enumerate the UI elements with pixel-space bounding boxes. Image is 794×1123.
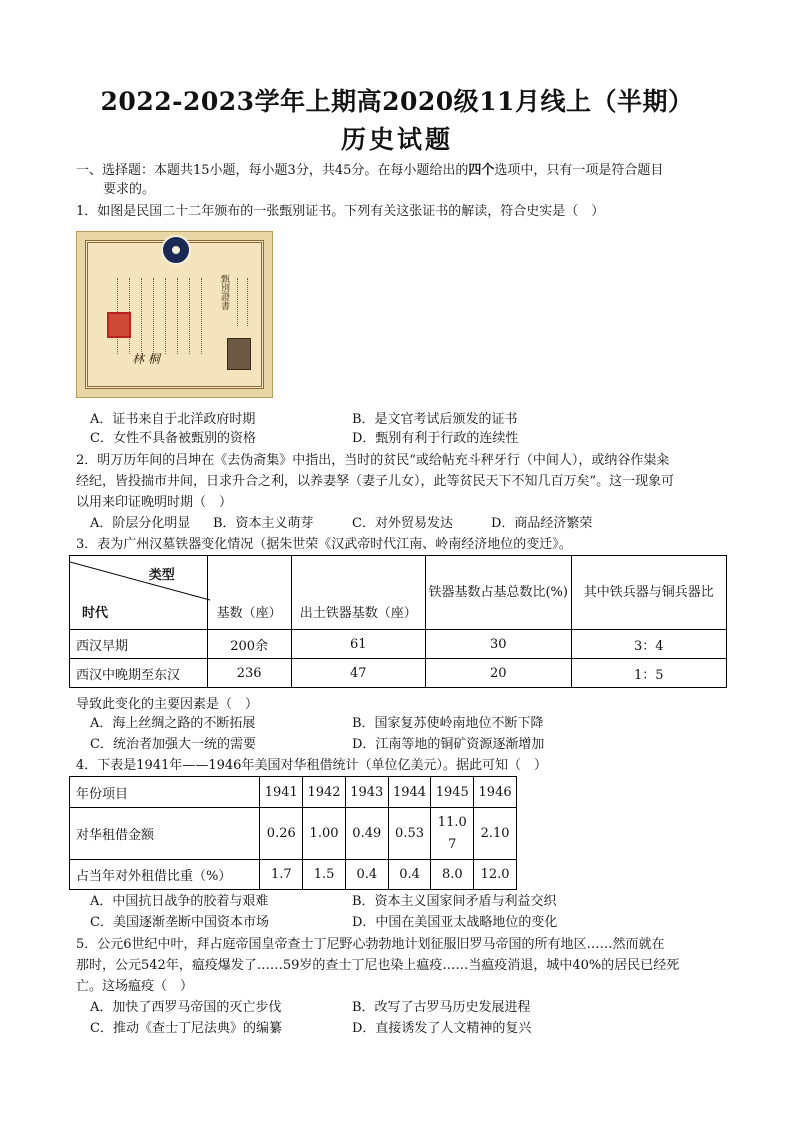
table-header-row <box>70 556 727 630</box>
table-row-label: 占当年对外租借比重（%） <box>70 860 260 890</box>
q4-option-a[interactable]: A．中国抗日战争的胶着与艰难 <box>90 894 269 909</box>
table-cell: 61 <box>291 630 425 659</box>
table-cell: 1.00 <box>303 808 346 860</box>
exam-title: 2022-2023学年上期高2020级11月线上（半期） <box>100 87 694 116</box>
table-cell: 2.10 <box>474 808 517 860</box>
q2-option-b[interactable]: B．资本主义萌芽 <box>213 516 314 531</box>
text-column <box>153 278 155 354</box>
section-text-b: 选项中，只有一项是符合题目 <box>494 163 664 178</box>
text-column <box>247 278 249 326</box>
text-column <box>177 278 179 354</box>
text-column <box>201 278 203 354</box>
table-cell: 200余 <box>207 630 291 659</box>
section-text-a: 本题共15小题，每小题3分，共45分。在每小题给出的 <box>154 163 469 178</box>
table-cell: 12.0 <box>474 860 517 890</box>
table-cell: 30 <box>425 630 571 659</box>
table-corner-cell <box>70 556 208 630</box>
certificate-heading: 甄別證書 <box>219 274 229 310</box>
table-year: 1944 <box>388 777 431 808</box>
table-cell: 0.4 <box>345 860 388 890</box>
table-header: 基数（座） <box>207 556 291 630</box>
q1-option-b[interactable]: B．是文官考试后颁发的证书 <box>352 412 518 427</box>
q3-table <box>69 555 727 688</box>
section-label: 一、选择题： <box>76 163 155 178</box>
exam-subject-title: 历史试题 <box>340 125 453 154</box>
q4-stem: 4．下表是1941年——1946年美国对华租借统计（单位亿美元）。据此可知（ ） <box>76 758 547 773</box>
q4-option-b[interactable]: B．资本主义国家间矛盾与利益交织 <box>352 894 557 909</box>
q5-option-d[interactable]: D．直接诱发了人文精神的复兴 <box>352 1021 532 1036</box>
table-year: 1941 <box>260 777 303 808</box>
table-cell: 0.26 <box>260 808 303 860</box>
q5-option-c[interactable]: C．推动《查士丁尼法典》的编纂 <box>90 1021 282 1036</box>
certificate-image <box>76 231 273 398</box>
table-cell: 西汉早期 <box>70 630 208 659</box>
q5-option-a[interactable]: A．加快了西罗马帝国的灭亡步伐 <box>90 1000 282 1015</box>
corner-top-label: 类型 <box>148 568 175 583</box>
q3-option-d[interactable]: D．江南等地的铜矿资源逐渐增加 <box>352 737 545 752</box>
q3-option-a[interactable]: A．海上丝绸之路的不断拓展 <box>90 716 256 731</box>
q1-option-d[interactable]: D．甄别有利于行政的连续性 <box>352 431 519 446</box>
q2-option-d[interactable]: D．商品经济繁荣 <box>491 516 593 531</box>
table-year: 1943 <box>345 777 388 808</box>
table-header-row <box>70 777 517 808</box>
q3-follow: 导致此变化的主要因素是（ ） <box>76 697 259 712</box>
table-row <box>70 630 727 659</box>
table-header-label: 年份项目 <box>70 777 260 808</box>
table-cell: 1.5 <box>303 860 346 890</box>
q1-option-a[interactable]: A．证书来自于北洋政府时期 <box>90 412 256 427</box>
table-header: 铁器基数占基总数比(%) <box>425 556 571 630</box>
table-cell: 0.49 <box>345 808 388 860</box>
portrait-photo <box>227 338 251 370</box>
table-cell: 1.7 <box>260 860 303 890</box>
table-cell: 0.4 <box>388 860 431 890</box>
signature: 林 桐 <box>132 352 160 366</box>
text-column <box>237 278 239 326</box>
table-row <box>70 808 517 860</box>
q5-stem-line2: 那时，公元542年，瘟疫爆发了……59岁的查士丁尼也染上瘟疫……当瘟疫消退，城中40%的居民已经死 <box>76 958 680 973</box>
table-cell: 1：5 <box>571 659 726 688</box>
table-year: 1946 <box>474 777 517 808</box>
table-cell: 236 <box>207 659 291 688</box>
seal-stamp <box>107 312 131 338</box>
emblem-icon <box>161 235 191 265</box>
q4-option-d[interactable]: D．中国在美国亚太战略地位的变化 <box>352 915 558 930</box>
table-header: 出土铁器基数（座） <box>291 556 425 630</box>
q1-option-c[interactable]: C．女性不具备被甄别的资格 <box>90 431 256 446</box>
text-column <box>189 278 191 354</box>
q5-stem-line1: 5．公元6世纪中叶，拜占庭帝国皇帝查士丁尼野心勃勃地计划征服旧罗马帝国的所有地区……然而就在 <box>76 937 665 952</box>
sun-icon <box>170 244 182 256</box>
q5-option-b[interactable]: B．改写了古罗马历史发展进程 <box>352 1000 531 1015</box>
table-cell: 3：4 <box>571 630 726 659</box>
q4-option-c[interactable]: C．美国逐渐垄断中国资本市场 <box>90 915 269 930</box>
table-cell: 11.07 <box>431 808 474 860</box>
q1-stem: 1．如图是民国二十二年颁布的一张甄别证书。下列有关这张证书的解读，符合史实是（ ） <box>76 204 605 219</box>
corner-bottom-label: 时代 <box>82 606 109 621</box>
q4-table <box>69 776 517 890</box>
text-column <box>165 278 167 354</box>
q2-stem-line1: 2．明万历年间的吕坤在《去伪斋集》中指出，当时的贫民“或给帖充斗秤牙行（中间人），或纳谷作粜籴 <box>76 453 670 468</box>
table-cell: 20 <box>425 659 571 688</box>
table-year: 1945 <box>431 777 474 808</box>
q5-stem-line3: 亡。这场瘟疫（ ） <box>76 979 194 994</box>
table-header: 其中铁兵器与铜兵器比 <box>571 556 726 630</box>
q2-stem-line3: 以用来印证晚明时期（ ） <box>76 495 233 510</box>
table-cell: 8.0 <box>431 860 474 890</box>
section-instruction <box>76 162 663 180</box>
q2-option-a[interactable]: A．阶层分化明显 <box>90 516 191 531</box>
table-row <box>70 860 517 890</box>
q3-option-b[interactable]: B．国家复苏使岭南地位不断下降 <box>352 716 544 731</box>
q2-stem-line2: 经纪，皆投揣市井间，日求升合之利，以养妻孥（妻子儿女），此等贫民天下不知几百万矣”。这一现象可 <box>76 474 675 489</box>
table-cell: 47 <box>291 659 425 688</box>
text-column <box>141 278 143 354</box>
q2-option-c[interactable]: C．对外贸易发达 <box>352 516 453 531</box>
table-cell: 西汉中晚期至东汉 <box>70 659 208 688</box>
table-cell: 0.53 <box>388 808 431 860</box>
section-bold-word: 四个 <box>468 163 495 178</box>
table-row-label: 对华租借金额 <box>70 808 260 860</box>
table-year: 1942 <box>303 777 346 808</box>
q3-stem: 3．表为广州汉墓铁器变化情况（据朱世荣《汉武帝时代江南、岭南经济地位的变迁》。 <box>76 537 572 552</box>
section-instruction-cont: 要求的。 <box>103 182 156 197</box>
q3-option-c[interactable]: C．统治者加强大一统的需要 <box>90 737 256 752</box>
table-row <box>70 659 727 688</box>
